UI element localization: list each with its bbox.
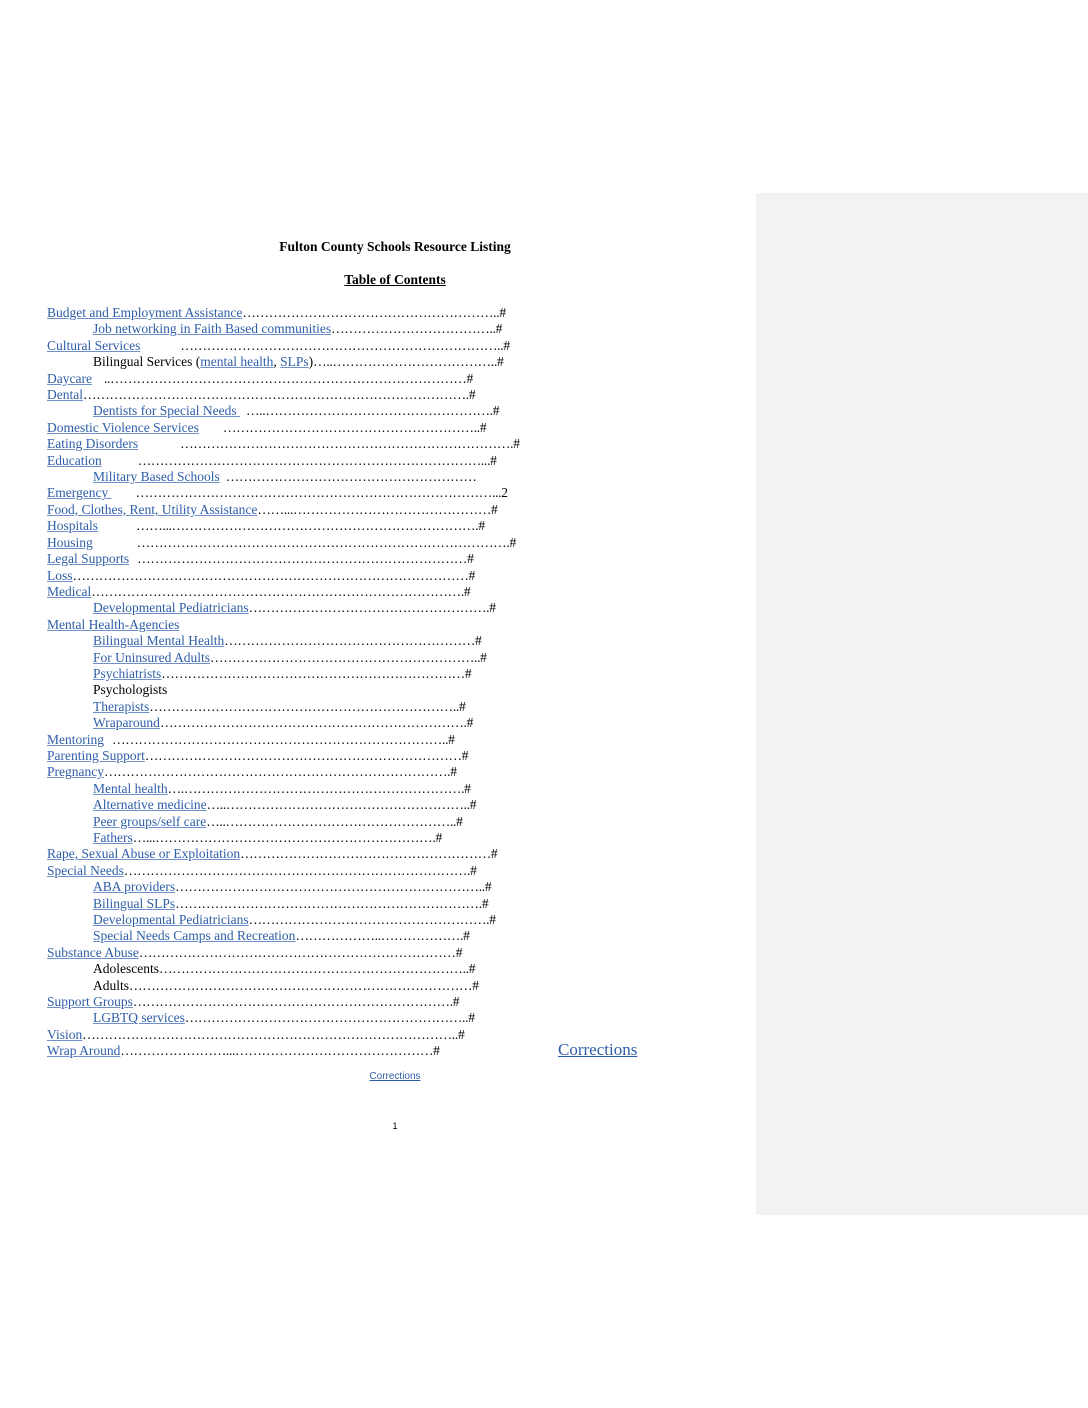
- toc-page-number: #: [509, 534, 517, 550]
- toc-entry-link[interactable]: Support Groups: [47, 994, 133, 1010]
- toc-dot-leader: …...……………………………………………………….: [132, 830, 436, 845]
- toc-entry-link[interactable]: Special Needs: [47, 862, 124, 878]
- toc-entry: [47, 666, 567, 682]
- toc-entry-text: Psychologists: [93, 682, 168, 698]
- toc-entry-link[interactable]: Mentoring: [47, 731, 104, 747]
- toc-entry: [47, 617, 567, 633]
- toc-entry-link[interactable]: Alternative medicine: [93, 797, 207, 813]
- toc-dot-leader: ……………………...………………………………………: [120, 1043, 434, 1059]
- toc-page-number: #: [484, 879, 492, 895]
- toc-dot-leader: …………………………………………………………………: [137, 551, 468, 567]
- toc-entry: [47, 436, 567, 452]
- toc-entry: [47, 568, 567, 584]
- toc-entry-link[interactable]: Bilingual SLPs: [93, 895, 176, 911]
- toc-entry-link[interactable]: Developmental Pediatricians: [93, 600, 249, 616]
- toc-entry: [47, 584, 567, 600]
- toc-entry-link[interactable]: Education: [47, 452, 102, 468]
- table-of-contents: [47, 305, 567, 1060]
- toc-page-number: #: [491, 501, 498, 517]
- toc-page-number: #: [435, 830, 443, 845]
- toc-dot-leader: …………………………………………………………….: [159, 715, 467, 731]
- toc-page-number: #: [469, 797, 477, 813]
- comment-margin-pane: [756, 193, 1088, 1215]
- toc-entry: [47, 354, 567, 370]
- toc-entry-link[interactable]: LGBTQ services: [93, 1010, 185, 1026]
- toc-dot-leader: ………………..……………….: [295, 928, 464, 944]
- toc-entry: [47, 764, 567, 780]
- toc-dot-leader: …..………………………………………………..: [206, 797, 470, 813]
- toc-page-number: #: [495, 321, 503, 337]
- toc-entry-link[interactable]: Parenting Support: [47, 747, 145, 763]
- toc-page-number: #: [433, 1043, 440, 1059]
- toc-entry-link[interactable]: Mental Health-Agencies: [47, 616, 180, 632]
- toc-page-number: #: [468, 1010, 475, 1026]
- toc-entry: [47, 994, 567, 1010]
- toc-entry-link[interactable]: Therapists: [93, 698, 150, 714]
- toc-dot-leader: ….……………………………………………………….: [167, 780, 465, 796]
- toc-dot-leader: …………………………………………………: [224, 633, 476, 649]
- toc-page-number: #: [467, 551, 474, 567]
- toc-entry: [47, 338, 567, 354]
- toc-page-number: #: [490, 452, 497, 468]
- toc-entry-link[interactable]: Rape, Sexual Abuse or Exploitation: [47, 846, 241, 862]
- toc-page-number: #: [466, 715, 474, 731]
- toc-entry-link[interactable]: Substance Abuse: [47, 944, 139, 960]
- toc-entry: [47, 633, 567, 649]
- toc-dot-leader: ……...…………………………………………………………….: [136, 518, 479, 534]
- toc-entry-link[interactable]: Food, Clothes, Rent, Utility Assistance: [47, 501, 258, 517]
- toc-dot-leader: …………………………………………………………………………….: [83, 387, 469, 403]
- toc-page-number: #: [499, 305, 507, 320]
- toc-page-number: #: [463, 928, 470, 944]
- corrections-footer-link[interactable]: Corrections: [369, 1071, 421, 1082]
- toc-entry-link[interactable]: Fathers: [93, 830, 133, 845]
- toc-entry: [47, 830, 567, 846]
- toc-entry: [47, 518, 567, 534]
- toc-entry-link[interactable]: Budget and Employment Assistance: [47, 305, 243, 320]
- toc-entry-text: Adolescents: [93, 961, 159, 977]
- toc-dot-leader: …………………………………………………: [225, 469, 477, 485]
- toc-entry: [47, 469, 567, 485]
- toc-entry: [47, 814, 567, 830]
- toc-entry-link[interactable]: Mental health: [93, 780, 168, 796]
- toc-entry: [47, 1010, 567, 1026]
- toc-entry: [47, 502, 567, 518]
- toc-dot-leader: …………………………………………………………………….: [103, 764, 451, 780]
- toc-dot-leader: ………………………………………………………………………...: [135, 485, 502, 501]
- toc-dot-leader: …..……………………………………………..: [206, 813, 457, 829]
- toc-entry-link[interactable]: Psychiatrists: [93, 665, 162, 681]
- toc-entry-link[interactable]: Developmental Pediatricians: [93, 912, 249, 928]
- toc-entry: [47, 650, 567, 666]
- toc-page-number: #: [490, 846, 498, 862]
- toc-dot-leader: ………………………………………………………………………….: [136, 534, 510, 550]
- toc-entry: [47, 748, 567, 764]
- toc-dot-leader: ……………………………………………….: [248, 912, 490, 928]
- toc-page-number: #: [492, 403, 500, 419]
- toc-entry: [47, 600, 567, 616]
- toc-page-number: #: [461, 747, 469, 763]
- toc-entry-text: ): [308, 354, 314, 370]
- toc-entry-link[interactable]: Domestic Violence Services: [47, 419, 199, 435]
- toc-entry: [47, 551, 567, 567]
- toc-page-number: #: [464, 665, 472, 681]
- toc-page-number: #: [468, 387, 476, 403]
- toc-page-number: #: [464, 780, 471, 796]
- toc-entry-link[interactable]: Medical: [47, 583, 92, 599]
- toc-dot-leader: …………………………………………………..: [242, 305, 500, 320]
- toc-entry-link[interactable]: Dentists for Special Needs: [93, 403, 240, 419]
- toc-page-number: #: [480, 649, 487, 665]
- toc-entry-link[interactable]: Eating Disorders: [47, 436, 139, 452]
- toc-page-number: #: [478, 518, 486, 534]
- toc-entry-link[interactable]: Special Needs Camps and Recreation: [93, 928, 296, 944]
- toc-entry-link[interactable]: Bilingual Mental Health: [93, 633, 225, 649]
- toc-dot-leader: …………………………………………………………………….: [123, 862, 471, 878]
- toc-dot-leader: ………………………………………………………………………….: [91, 583, 464, 599]
- toc-entry-link[interactable]: ABA providers: [93, 879, 176, 895]
- toc-entry: [47, 912, 567, 928]
- toc-entry-link[interactable]: Housing: [47, 534, 93, 550]
- toc-entry-text: Adults: [93, 977, 130, 993]
- toc-entry: [47, 846, 567, 862]
- toc-page-number: #: [470, 862, 477, 878]
- toc-entry-text: Bilingual Services (: [93, 354, 201, 370]
- toc-entry: [47, 978, 567, 994]
- toc-dot-leader: ……………………………………………………………………...: [137, 452, 491, 468]
- toc-page-number: #: [489, 600, 497, 616]
- toc-entry: [47, 863, 567, 879]
- toc-entry: [47, 453, 567, 469]
- toc-entry-text: ,: [273, 354, 281, 370]
- toc-entry-link[interactable]: Hospitals: [47, 518, 99, 534]
- toc-dot-leader: ..………………………………………………………………………: [103, 370, 467, 386]
- toc-entry: [47, 797, 567, 813]
- toc-dot-leader: ……………………………………………………..: [210, 649, 481, 665]
- toc-dot-leader: …………………………………………………………………..: [112, 731, 449, 747]
- toc-entry: [47, 682, 567, 698]
- toc-entry: [47, 961, 567, 977]
- toc-entry-link[interactable]: Vision: [47, 1026, 83, 1042]
- toc-page-number: #: [468, 567, 476, 583]
- toc-page-number: #: [459, 698, 466, 714]
- toc-dot-leader: ……………………………………………….: [248, 600, 490, 616]
- toc-entry: [47, 371, 567, 387]
- toc-entry-link[interactable]: Peer groups/self care: [93, 813, 207, 829]
- toc-dot-leader: …..………………………………..: [313, 354, 498, 370]
- toc-entry-link[interactable]: mental health: [200, 354, 274, 370]
- toc-entry-link[interactable]: Pregnancy: [47, 764, 104, 780]
- toc-dot-leader: ………………………………..: [331, 321, 496, 337]
- toc-entry: [47, 1027, 567, 1043]
- toc-dot-leader: ……………………………………………………………..: [175, 879, 485, 895]
- toc-entry-link[interactable]: Dental: [47, 387, 83, 403]
- toc-dot-leader: ……………………………………………………………..: [158, 961, 469, 977]
- toc-dot-leader: ……………………………………………………………….: [132, 994, 453, 1010]
- toc-entry: [47, 403, 567, 419]
- toc-page-number: #: [455, 944, 463, 960]
- toc-page-number: #: [475, 633, 482, 649]
- toc-page-number: #: [450, 764, 458, 780]
- toc-dot-leader: …………………………………………………………………………..: [82, 1026, 458, 1042]
- toc-page-number: #: [479, 419, 487, 435]
- document-title: Fulton County Schools Resource Listing: [279, 239, 511, 254]
- toc-entry: [47, 420, 567, 436]
- toc-entry: [47, 715, 567, 731]
- toc-dot-leader: ………………………………………………………………: [144, 747, 462, 763]
- toc-entry-link[interactable]: Cultural Services: [47, 337, 141, 353]
- toc-dot-leader: …..…………………………………………….: [245, 403, 493, 419]
- toc-dot-leader: ……...………………………………………: [257, 501, 492, 517]
- toc-entry: [47, 928, 567, 944]
- toc-dot-leader: ……………………………………………………………………: [129, 977, 473, 993]
- toc-entry: [47, 305, 567, 321]
- toc-entry-link[interactable]: Job networking in Faith Based communities: [93, 321, 332, 337]
- toc-dot-leader: ……………………………………………………………: [161, 665, 465, 681]
- toc-entry: [47, 699, 567, 715]
- toc-entry: [47, 535, 567, 551]
- toc-entry: [47, 879, 567, 895]
- toc-page-number: #: [466, 370, 474, 386]
- toc-page-number: #: [513, 436, 520, 452]
- toc-page-number: #: [489, 912, 497, 928]
- toc-page-number: #: [503, 337, 511, 353]
- toc-dot-leader: ……………………………………………………………..: [149, 698, 460, 714]
- toc-entry-link[interactable]: Daycare: [47, 370, 92, 386]
- toc-page-number: #: [468, 961, 476, 977]
- toc-dot-leader: ………………………………………………………………: [138, 944, 456, 960]
- toc-heading: Table of Contents: [344, 272, 446, 287]
- toc-page-number: #: [472, 977, 479, 993]
- toc-page-number: #: [448, 731, 455, 747]
- toc-entry-link[interactable]: Wrap Around: [47, 1043, 121, 1059]
- toc-page-number: #: [452, 994, 460, 1010]
- toc-page-number: #: [456, 813, 463, 829]
- toc-entry: [47, 1043, 567, 1059]
- toc-page-number: #: [497, 354, 504, 370]
- toc-entry-link[interactable]: Military Based Schools: [93, 469, 220, 485]
- toc-entry-link[interactable]: Wraparound: [93, 715, 160, 731]
- toc-dot-leader: ………………………………………………………..: [184, 1010, 469, 1026]
- toc-entry-link[interactable]: Loss: [47, 567, 73, 583]
- toc-dot-leader: ………………………………………………………………………………: [72, 567, 469, 583]
- page-number: 1: [392, 1121, 398, 1131]
- toc-dot-leader: …………………………………………………: [240, 846, 491, 862]
- toc-dot-leader: …………………………………………………..: [222, 419, 480, 435]
- toc-entry-link[interactable]: For Uninsured Adults: [93, 649, 211, 665]
- toc-page-number: #: [457, 1026, 465, 1042]
- toc-entry: [47, 387, 567, 403]
- corrections-comment-link[interactable]: Corrections: [558, 1040, 638, 1059]
- toc-entry: [47, 321, 567, 337]
- toc-entry-link[interactable]: Legal Supports: [47, 551, 130, 567]
- toc-page-number: #: [481, 895, 489, 911]
- toc-entry-link[interactable]: SLPs: [280, 354, 309, 370]
- toc-dot-leader: ………………………………………………………………..: [180, 337, 504, 353]
- toc-dot-leader: …………………………………………………………….: [175, 895, 482, 911]
- toc-page-number: 2: [501, 485, 508, 501]
- toc-page-number: #: [463, 583, 471, 599]
- toc-entry: [47, 485, 567, 501]
- toc-entry: [47, 896, 567, 912]
- toc-dot-leader: ………………………………………………………………….: [180, 436, 514, 452]
- toc-entry: [47, 732, 567, 748]
- toc-entry-link[interactable]: Emergency: [47, 485, 112, 501]
- toc-entry: [47, 781, 567, 797]
- toc-entry: [47, 945, 567, 961]
